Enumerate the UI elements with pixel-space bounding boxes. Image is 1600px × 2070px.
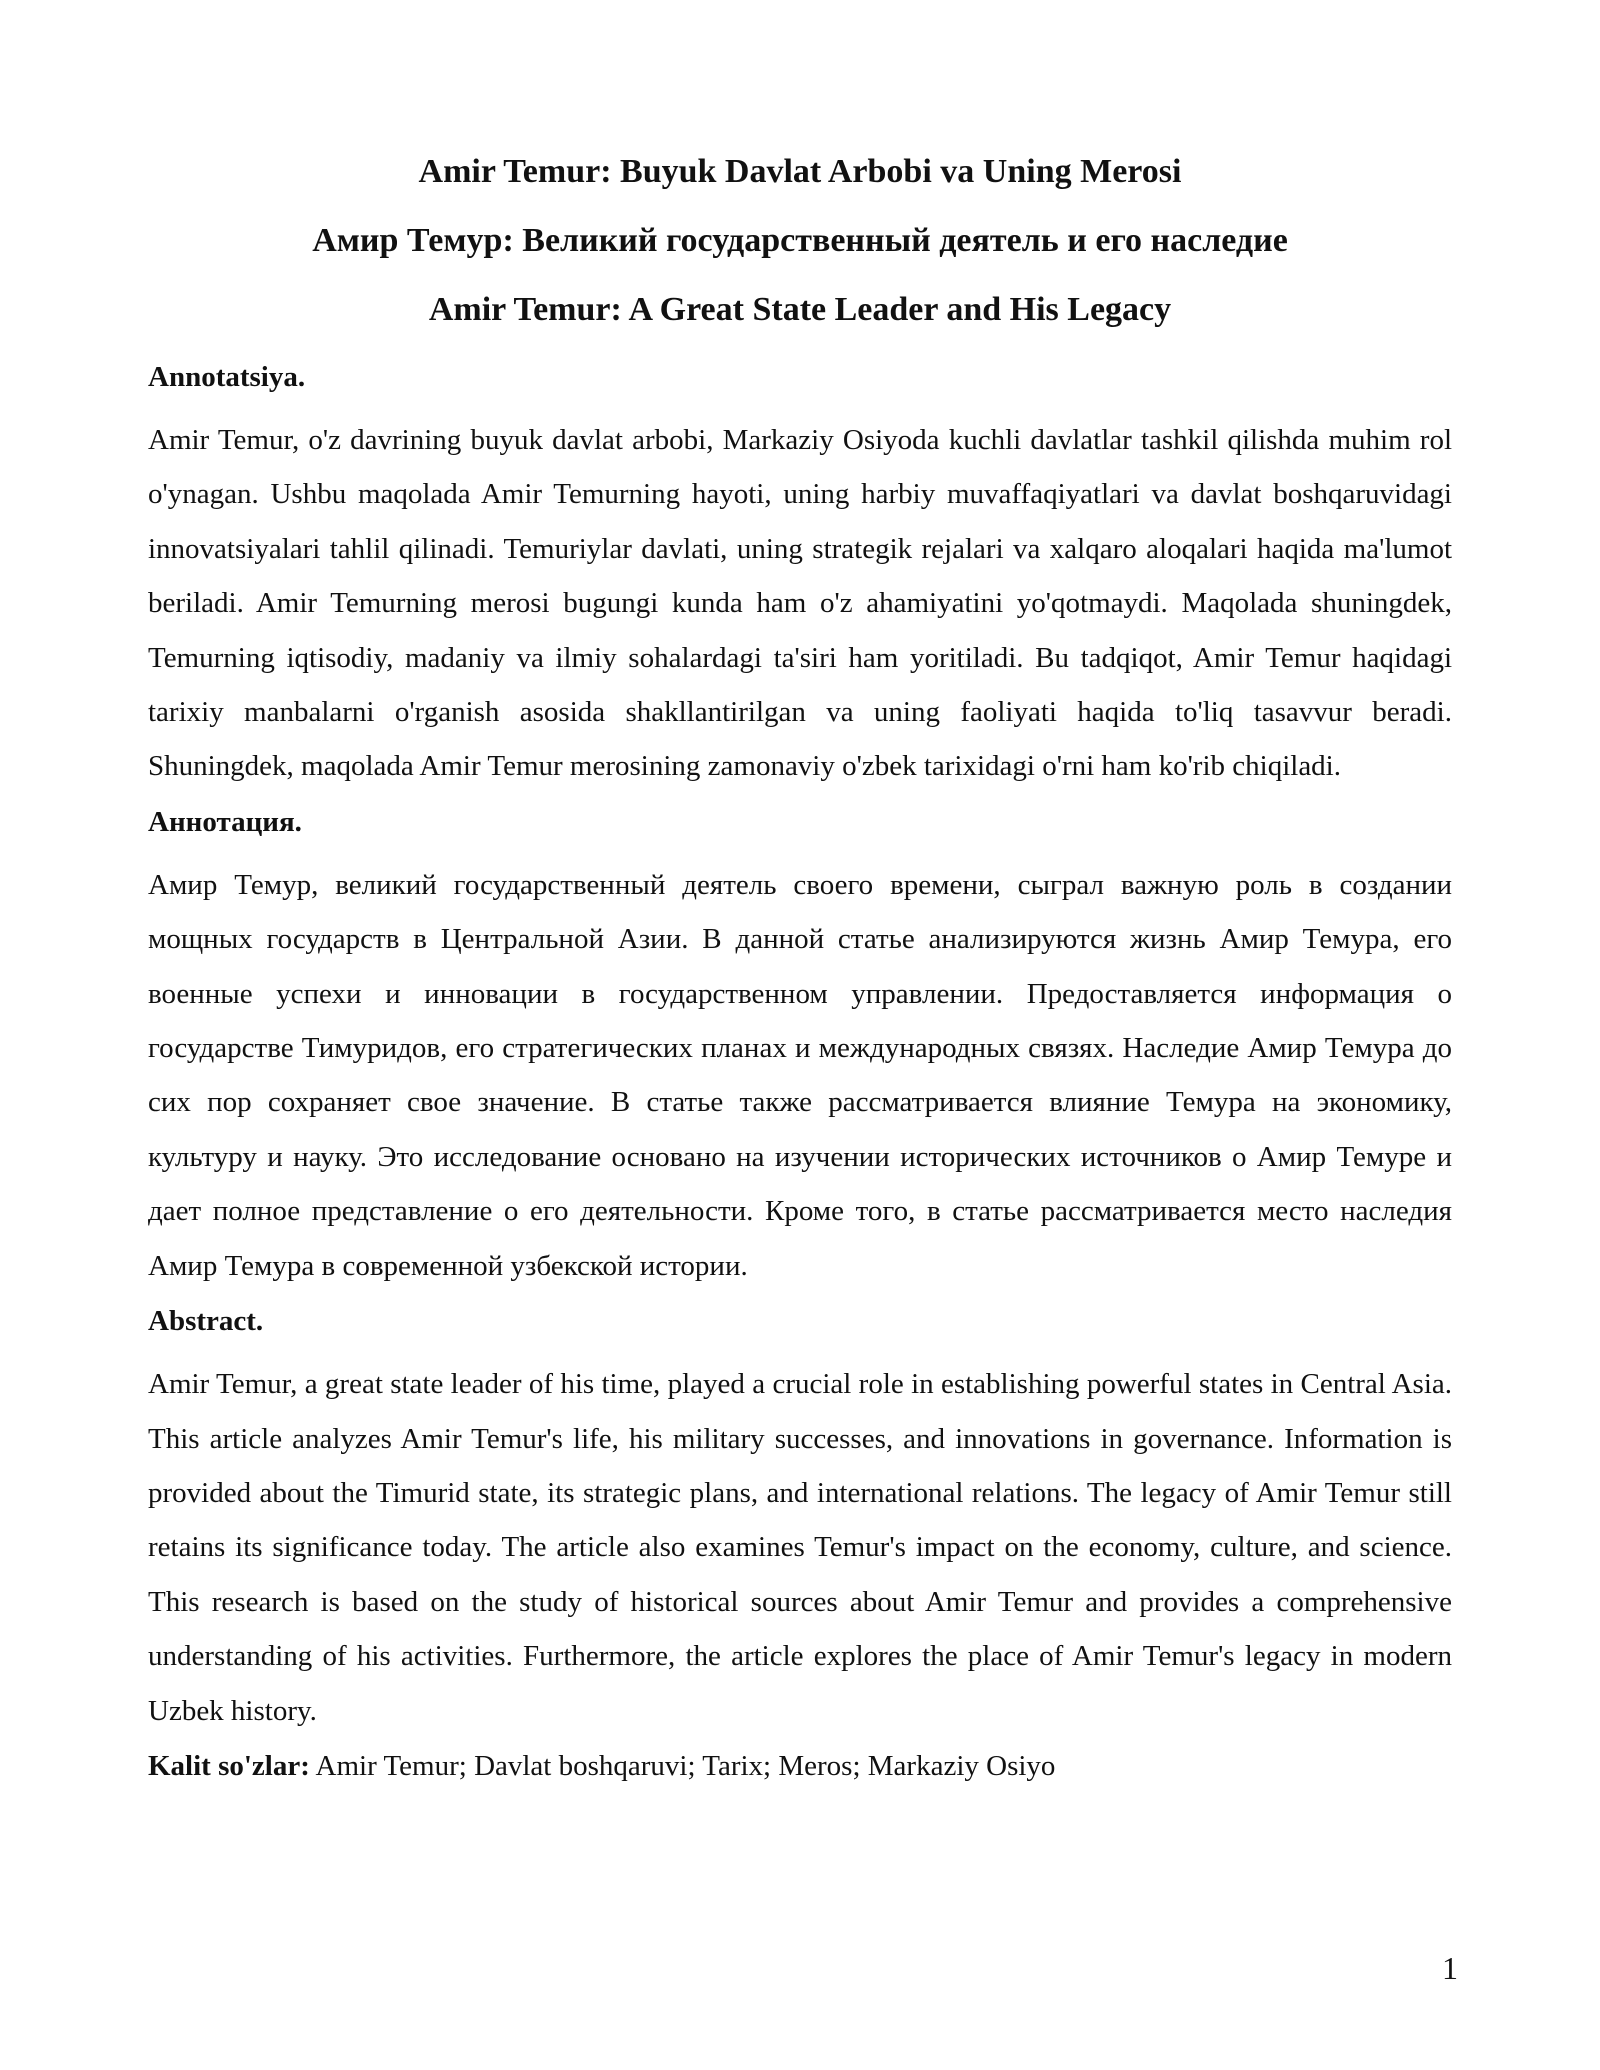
- title-english: Amir Temur: A Great State Leader and His Legacy: [428, 291, 1172, 328]
- annotation-uz-text: Amir Temur, o'z davrining buyuk davlat arbobi, Markaziy Osiyoda kuchli davlatlar tashkil qilishda muhim rol o'ynagan. Ushbu maqolada Amir Temurning hayoti, uning harbiy muvaffaqiyatlari va davlat boshqaruvidagi innovatsiyalari tahlil qilinadi. Temuriylar davlati, uning strategik rejalari va xalqaro aloqalari haqida ma'lumot beriladi. Amir Temurning merosi bugungi kunda ham o'z ahamiyatini yo'qotmaydi. Maqolada shuningdek, Temurning iqtisodiy, madaniy va ilmiy sohalardagi ta'siri ham yoritiladi. Bu tadqiqot, Amir Temur haqidagi tarixiy manbalarni o'rganish asosida shakllantirilgan va uning faoliyati haqida to'liq tasavvur beradi. Shuningdek, maqolada Amir Temur merosining zamonaviy o'zbek tarixidagi o'rni ham ko'rib chiqiladi.: [148, 424, 1452, 783]
- abstract-en-text: Amir Temur, a great state leader of his time, played a crucial role in establishing powerful states in Central Asia. This article analyzes Amir Temur's life, his military successes, and innovations in governance. Information is provided about the Timurid state, its strategic plans, and international relations. The legacy of Amir Temur still retains its significance today. The article also examines Temur's impact on the economy, culture, and science. This research is based on the study of historical sources about Amir Temur and provides a comprehensive understanding of his activities. Furthermore, the article explores the place of Amir Temur's legacy in modern Uzbek history.: [148, 1368, 1452, 1727]
- abstract-en-heading: Abstract.: [148, 1305, 264, 1338]
- document-page: [148, 140, 1452, 1784]
- keywords-line: [148, 1748, 1452, 1784]
- annotation-ru-text: Амир Темур, великий государственный деятель своего времени, сыграл важную роль в создании мощных государств в Центральной Азии. В данной статье анализируются жизнь Амир Темура, его военные успехи и инновации в государственном управлении. Предоставляется информация о государстве Тимуридов, его стратегических планах и международных связях. Наследие Амир Темура до сих пор сохраняет свое значение. В статье также рассматривается влияние Темура на экономику, культуру и науку. Это исследование основано на изучении исторических источников о Амир Темуре и дает полное представление о его деятельности. Кроме того, в статье рассматривается место наследия Амир Темура в современной узбекской истории.: [148, 868, 1452, 1282]
- keywords-text: Amir Temur; Davlat boshqaruvi; Tarix; Meros; Markaziy Osiyo: [309, 1749, 1056, 1782]
- annotation-ru-heading: Аннотация.: [148, 805, 302, 838]
- page-number: 1: [1442, 1950, 1458, 1986]
- annotation-uz-heading: Annotatsiya.: [148, 361, 306, 393]
- keywords-label: Kalit so'zlar:: [148, 1749, 310, 1782]
- title-russian: Амир Темур: Великий государственный деятель и его наследие: [312, 222, 1288, 259]
- title-uzbek: Amir Temur: Buyuk Davlat Arbobi va Uning Merosi: [418, 153, 1182, 190]
